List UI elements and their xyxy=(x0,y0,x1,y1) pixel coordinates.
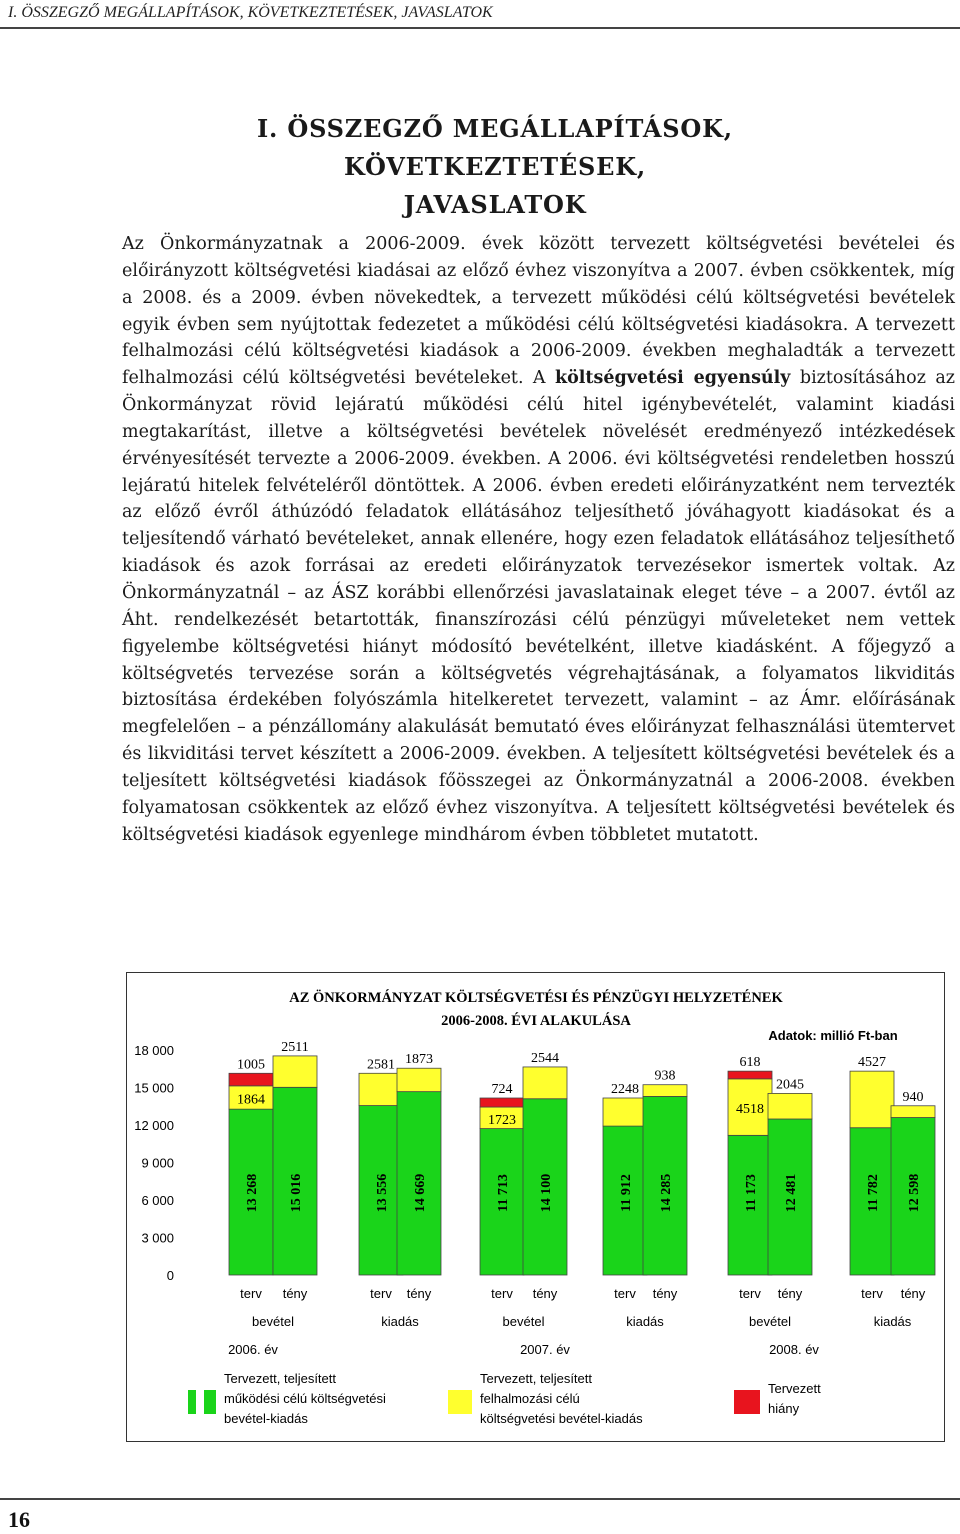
section-title-line2: JAVASLATOK xyxy=(403,190,587,219)
chart-title-line2: 2006-2008. ÉVI ALAKULÁSA xyxy=(441,1013,631,1029)
y-tick-label: 6 000 xyxy=(141,1193,174,1208)
legend-label: bevétel-kiadás xyxy=(224,1411,308,1426)
label-operating: 14 285 xyxy=(659,1173,674,1213)
label-operating: 12 598 xyxy=(907,1173,922,1213)
y-tick-label: 3 000 xyxy=(141,1230,174,1246)
y-tick-label: 9 000 xyxy=(141,1155,174,1171)
label-capital: 938 xyxy=(654,1068,676,1084)
x-category-label: tény xyxy=(652,1286,678,1301)
bar-capital xyxy=(523,1067,567,1099)
bar-capital xyxy=(603,1098,647,1126)
x-category-label: tény xyxy=(532,1286,558,1301)
label-operating: 15 016 xyxy=(289,1173,304,1213)
x-category-label: terv xyxy=(614,1286,636,1301)
legend-label: Tervezett, teljesített xyxy=(480,1371,592,1386)
running-header: I. ÖSSZEGZŐ MEGÁLLAPÍTÁSOK, KÖVETKEZTETÉSEK, JAVASLATOK xyxy=(8,4,493,21)
bar-deficit xyxy=(229,1073,273,1086)
label-capital: 4518 xyxy=(736,1102,764,1118)
chart-unit-note: Adatok: millió Ft-ban xyxy=(768,1028,898,1043)
legend-swatch-part xyxy=(196,1390,204,1414)
x-category-label: terv xyxy=(240,1286,262,1301)
x-category-label: tény xyxy=(777,1286,803,1301)
x-category-label: tény xyxy=(406,1286,432,1301)
label-capital: 1723 xyxy=(488,1112,516,1128)
x-category-label: tény xyxy=(282,1286,308,1301)
bar-capital xyxy=(359,1073,403,1105)
legend-label: Tervezett xyxy=(768,1381,821,1396)
page-number: 16 xyxy=(8,1507,30,1532)
bar-capital xyxy=(768,1093,812,1119)
x-year-label: 2006. év xyxy=(228,1342,278,1357)
x-group-label: bevétel xyxy=(749,1314,791,1329)
label-capital: 2544 xyxy=(531,1050,559,1066)
label-capital: 2511 xyxy=(281,1039,309,1055)
y-tick-label: 0 xyxy=(166,1268,174,1283)
legend-swatch xyxy=(448,1390,472,1414)
x-category-label: terv xyxy=(370,1286,392,1301)
x-group-label: kiadás xyxy=(626,1314,664,1329)
y-tick-label: 18 000 xyxy=(134,1043,174,1058)
label-capital: 940 xyxy=(902,1089,924,1105)
bar-capital xyxy=(850,1071,894,1128)
y-tick-label: 12 000 xyxy=(134,1118,174,1133)
bold-term: költségvetési egyensúly xyxy=(554,368,791,389)
label-operating: 13 268 xyxy=(245,1173,260,1213)
label-operating: 14 100 xyxy=(539,1173,554,1213)
x-category-label: terv xyxy=(491,1286,513,1301)
label-capital: 1864 xyxy=(237,1092,265,1108)
bar-deficit xyxy=(480,1098,524,1107)
x-category-label: terv xyxy=(861,1286,883,1301)
bar-capital xyxy=(891,1106,935,1118)
x-group-label: kiadás xyxy=(381,1314,419,1329)
label-deficit: 724 xyxy=(491,1082,513,1097)
x-year-label: 2007. év xyxy=(520,1342,570,1357)
legend-swatch xyxy=(734,1390,760,1414)
label-operating: 11 782 xyxy=(866,1174,881,1212)
bar-capital xyxy=(643,1085,687,1097)
legend-label: költségvetési bevétel-kiadás xyxy=(480,1411,643,1426)
label-operating: 11 713 xyxy=(496,1174,511,1212)
bar-capital xyxy=(397,1068,441,1091)
paragraph-text-1: Az Önkormányzatnak a 2006-2009. évek között tervezett költségvetési bevételei és előirányzott költségvetési kiadásai az előző évhez viszonyítva a 2007. évben csökkentek, míg a 2008. és a 2009. évben növekedtek, a tervezett működési célú költségvetési bevételek egyik évben sem nyújtottak fedezetet a működési célú költségvetési kiadásokra. A tervezett felhalmozási célú költségvetési kiadások a 2006-2009. években meghaladták a tervezett felhalmozási célú költségvetési bevételeket. A xyxy=(122,234,955,389)
label-capital: 1873 xyxy=(405,1052,433,1068)
y-tick-label: 15 000 xyxy=(134,1080,174,1096)
chart-title-line1: AZ ÖNKORMÁNYZAT KÖLTSÉGVETÉSI ÉS PÉNZÜGYI HELYZETÉNEK xyxy=(289,990,783,1006)
x-group-label: kiadás xyxy=(873,1314,912,1329)
legend-swatch-part xyxy=(204,1390,216,1414)
label-capital: 2248 xyxy=(611,1082,639,1097)
label-operating: 12 481 xyxy=(784,1173,799,1213)
label-capital: 4527 xyxy=(858,1055,886,1071)
paragraph-text-2: biztosításához az Önkormányzat rövid lejáratú működési célú hitel igénybevételét, valamint kiadási megtakarítást, illetve a költségvetési bevételek növelését eredményező intézkedések érvényesítését tervezte a 2006-2009. években. A 2006. évi költségvetési rendeletben hosszú lejáratú hitelek felvételéről döntöttek. A 2006. évben eredeti előirányzatként nem tervezték az előző évről áthúzódó feladatok ellátásához teljesíthető jóváhagyott kiadásokat és a teljesítendő várható bevételeket, annak ellenére, hogy ezen feladatok ellátásához teljesíthető kiadások és azok forrásai az eredeti előirányzatok tervezésekor ismertek voltak. Az Önkormányzatnál – az ÁSZ korábbi ellenőrzési javaslatainak eleget téve – a 2007. évtől az Áht. rendelkezését betartották, finanszírozási célú pénzügyi műveleteket nem vettek figyelembe költségvetési hiányt módosító bevételként, illetve kiadásként. A főjegyző a költségvetés tervezése során a költségvetés végrehajtásának, a folyamatos likviditás biztosítása érdekében folyószámla hitelkeretet tervezett, valamint – az Ámr. előírásának megfelelően – a pénzállomány alakulását bemutató éves előirányzat felhasználási ütemtervet és likviditási tervet készített a 2006-2009. években. A teljesített költségvetési bevételek és a teljesített költségvetési kiadások főösszegei az Önkormányzatnál a 2006-2008. években folyamatosan csökkentek az előző évhez viszonyítva. A teljesített költségvetési bevételek és költségvetési kiadások egyenlege mindhárom évben többletet mutatott. xyxy=(122,368,955,845)
label-capital: 2581 xyxy=(367,1057,395,1073)
x-group-label: bevétel xyxy=(252,1314,294,1329)
label-operating: 11 912 xyxy=(619,1174,634,1212)
bar-deficit xyxy=(728,1071,772,1079)
label-operating: 11 173 xyxy=(744,1174,759,1212)
label-deficit: 1005 xyxy=(237,1057,265,1073)
label-capital: 2045 xyxy=(776,1077,804,1093)
legend-label: működési célú költségvetési xyxy=(224,1391,386,1406)
label-operating: 14 669 xyxy=(413,1173,428,1213)
label-deficit: 618 xyxy=(739,1055,761,1071)
x-group-label: bevétel xyxy=(502,1314,545,1329)
legend-label: hiány xyxy=(768,1401,800,1416)
x-year-label: 2008. év xyxy=(769,1342,819,1357)
footer-rule xyxy=(0,1498,960,1500)
legend-label: Tervezett, teljesített xyxy=(224,1371,336,1386)
label-operating: 13 556 xyxy=(375,1173,390,1213)
legend-label: felhalmozási célú xyxy=(480,1391,580,1406)
section-title-line1: I. ÖSSZEGZŐ MEGÁLLAPÍTÁSOK, KÖVETKEZTETÉSEK, xyxy=(257,114,733,181)
x-category-label: terv xyxy=(739,1286,761,1301)
bar-capital xyxy=(273,1056,317,1087)
x-category-label: tény xyxy=(900,1286,926,1301)
legend-swatch-part xyxy=(188,1390,196,1414)
